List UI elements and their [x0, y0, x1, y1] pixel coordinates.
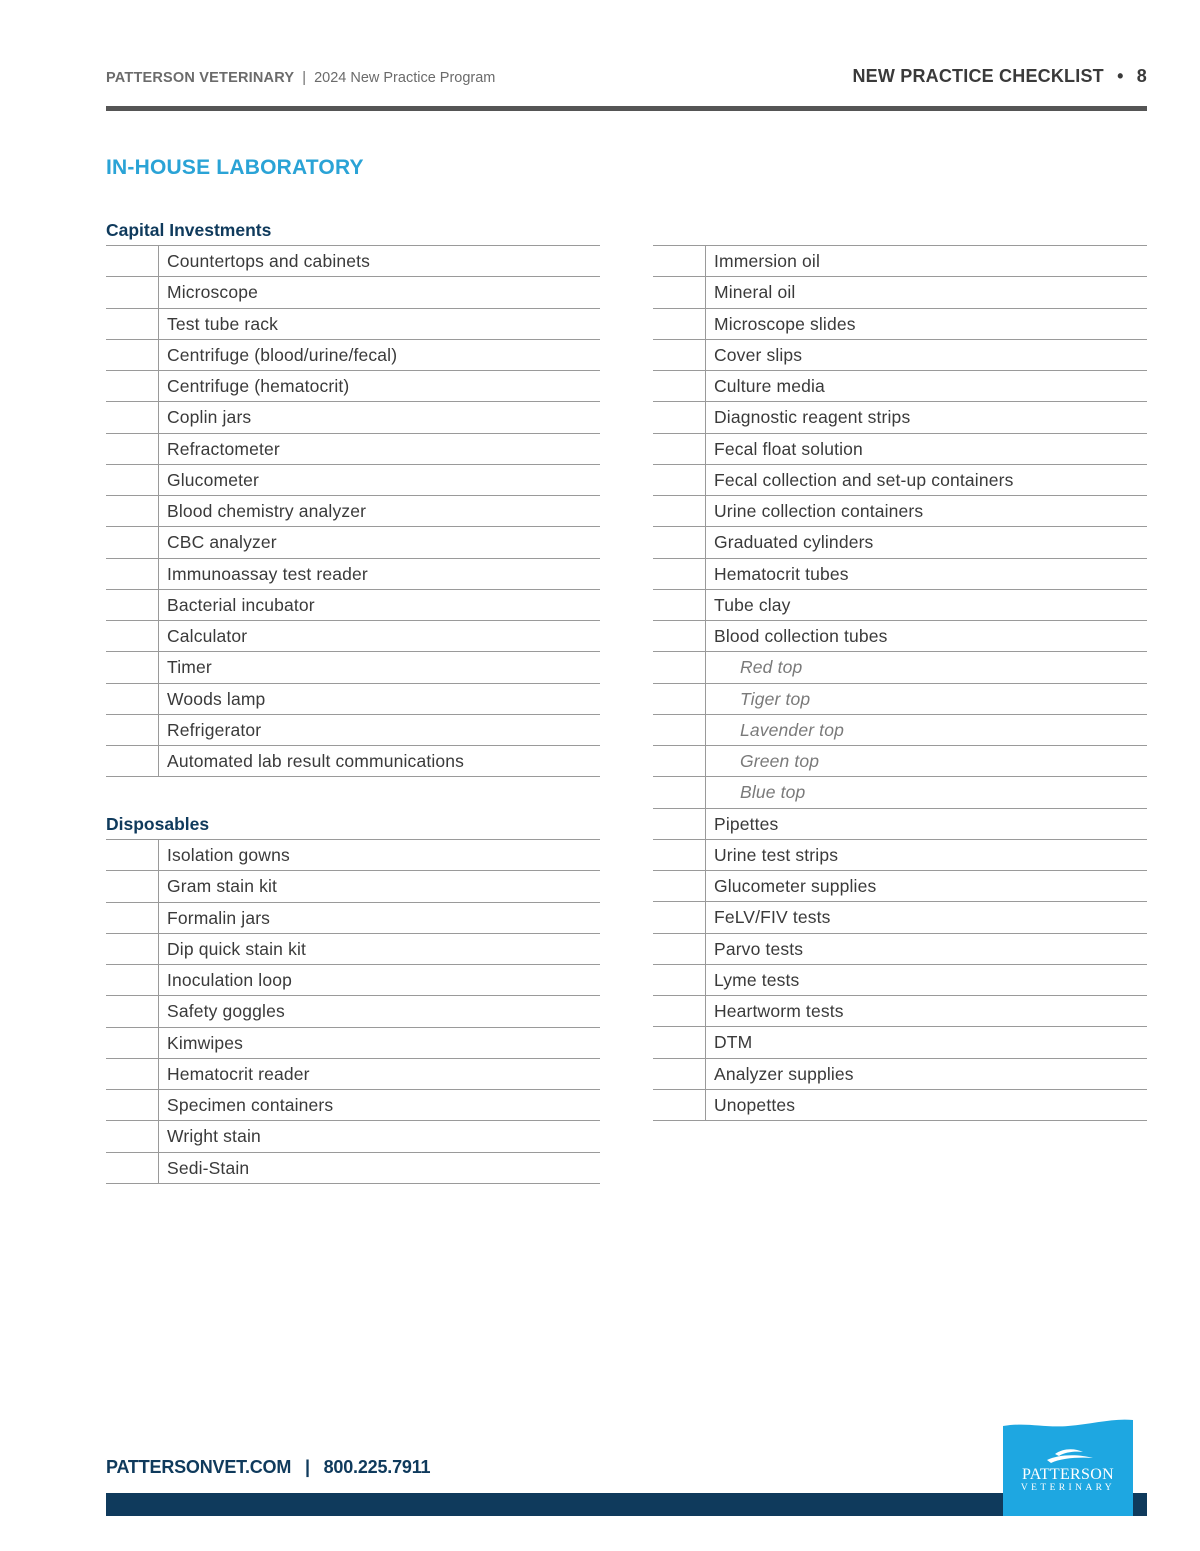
checklist-item-label: Centrifuge (hematocrit) [167, 376, 350, 396]
checklist-item-label: Safety goggles [167, 1001, 285, 1022]
checklist-row [653, 434, 1147, 465]
checkbox-cell[interactable] [653, 809, 706, 839]
checkbox-cell[interactable] [106, 621, 159, 651]
checkbox-cell[interactable] [106, 871, 159, 901]
checkbox-cell[interactable] [106, 371, 159, 401]
checkbox-cell[interactable] [653, 309, 706, 339]
checklist-row [653, 965, 1147, 996]
checkbox-cell[interactable] [653, 559, 706, 589]
checkbox-cell[interactable] [653, 1090, 706, 1120]
checkbox-cell[interactable] [653, 684, 706, 714]
checklist-row [106, 277, 600, 308]
checklist-row [106, 621, 600, 652]
checklist-row [106, 746, 600, 777]
checklist-item-label: Lyme tests [714, 969, 800, 990]
checkbox-cell[interactable] [653, 1027, 706, 1057]
checklist-row [106, 1121, 600, 1152]
footer-contact [106, 1457, 430, 1478]
header-program: 2024 New Practice Program [314, 70, 496, 86]
checkbox-cell[interactable] [106, 496, 159, 526]
checkbox-cell[interactable] [653, 246, 706, 276]
checklist-row [653, 1027, 1147, 1058]
checklist-row [653, 309, 1147, 340]
checklist-row [106, 309, 600, 340]
checkbox-cell[interactable] [106, 340, 159, 370]
checklist-item-label: Microscope slides [714, 313, 856, 334]
checklist-row [106, 840, 600, 871]
checklist-item-label: Culture media [714, 376, 825, 396]
checkbox-cell[interactable] [653, 527, 706, 557]
checklist-item-label: Lavender top [740, 719, 844, 740]
checklist-row [106, 715, 600, 746]
checklist-item-label: Analyzer supplies [714, 1063, 854, 1084]
checklist-row [106, 965, 600, 996]
checklist-row [106, 434, 600, 465]
checklist-item-label: Blood chemistry analyzer [167, 501, 367, 521]
checklist-item-label: Red top [740, 657, 803, 678]
checklist-item-label: DTM [714, 1032, 753, 1053]
checklist-row [106, 340, 600, 371]
checklist-row [106, 496, 600, 527]
checkbox-cell[interactable] [106, 434, 159, 464]
header-separator: | [302, 70, 307, 86]
checklist-item-label: Blue top [740, 782, 806, 803]
checklist-item-label: Immunoassay test reader [167, 563, 368, 584]
checklist-row [106, 996, 600, 1027]
checklist-item-label: Microscope [167, 282, 258, 303]
checklist-item-label: Graduated cylinders [714, 532, 874, 553]
checklist-row [653, 777, 1147, 808]
checkbox-cell[interactable] [106, 309, 159, 339]
checklist-row [653, 621, 1147, 652]
checkbox-cell[interactable] [106, 715, 159, 745]
checklist-row [653, 652, 1147, 683]
checklist-item-label: Urine test strips [714, 844, 839, 865]
checkbox-cell[interactable] [653, 996, 706, 1026]
checklist-item-label: Automated lab result communications [167, 751, 465, 771]
checklist-item-label: Green top [740, 751, 820, 771]
capital-investments-title: Capital Investments [106, 220, 272, 240]
checklist-row [653, 402, 1147, 433]
section-title: IN-HOUSE LABORATORY [106, 156, 364, 179]
checklist-row [653, 527, 1147, 558]
checkbox-cell[interactable] [106, 746, 159, 776]
checkbox-cell[interactable] [106, 527, 159, 557]
checklist-row [106, 1153, 600, 1184]
checklist-row [653, 340, 1147, 371]
checklist-item-label: Tiger top [740, 688, 811, 709]
checklist-row [653, 996, 1147, 1027]
checklist-item-label: Kimwipes [167, 1032, 244, 1053]
checklist-item-label: Immersion oil [714, 251, 821, 271]
checklist-row [106, 559, 600, 590]
checkbox-cell[interactable] [653, 746, 706, 776]
checklist-row [106, 871, 600, 902]
checkbox-cell[interactable] [106, 965, 159, 995]
logo-line1: PATTERSON [1022, 1466, 1114, 1483]
checkbox-cell[interactable] [653, 965, 706, 995]
footer-website[interactable]: PATTERSONVET.COM [106, 1457, 292, 1477]
checkbox-cell[interactable] [106, 903, 159, 933]
checkbox-cell[interactable] [106, 559, 159, 589]
checklist-row [653, 1090, 1147, 1121]
checklist-row [106, 465, 600, 496]
checklist-row [653, 746, 1147, 777]
checkbox-cell[interactable] [653, 840, 706, 870]
checkbox-cell[interactable] [653, 1059, 706, 1089]
checklist-item-label: Hematocrit tubes [714, 563, 849, 584]
checklist-row [653, 371, 1147, 402]
checklist-item-label: Heartworm tests [714, 1001, 844, 1021]
checkbox-cell[interactable] [106, 1059, 159, 1089]
checkbox-cell[interactable] [653, 934, 706, 964]
checkbox-cell[interactable] [106, 934, 159, 964]
checklist-item-label: Unopettes [714, 1094, 796, 1115]
checkbox-cell[interactable] [653, 590, 706, 620]
checklist-row [653, 902, 1147, 933]
checklist-row [106, 527, 600, 558]
page-number: 8 [1136, 66, 1147, 86]
checklist-row [653, 590, 1147, 621]
supplies-checklist [653, 245, 1147, 1121]
checkbox-cell[interactable] [653, 871, 706, 901]
checkbox-cell[interactable] [653, 465, 706, 495]
checklist-row [106, 1090, 600, 1121]
checklist-row [106, 1059, 600, 1090]
checklist-row [106, 590, 600, 621]
checklist-item-label: Fecal float solution [714, 438, 863, 459]
checkbox-cell[interactable] [106, 590, 159, 620]
checklist-item-label: Mineral oil [714, 282, 796, 303]
checklist-item-label: Inoculation loop [167, 970, 292, 990]
checklist-item-label: Centrifuge (blood/urine/fecal) [167, 344, 398, 365]
checklist-item-label: CBC analyzer [167, 532, 277, 553]
checklist-item-label: Isolation gowns [167, 845, 290, 865]
checklist-item-label: Wright stain [167, 1126, 261, 1147]
checklist-item-label: Parvo tests [714, 938, 804, 959]
disposables-title: Disposables [106, 814, 210, 834]
checklist-title: NEW PRACTICE CHECKLIST [852, 66, 1104, 86]
checkbox-cell[interactable] [653, 277, 706, 307]
checklist-item-label: Fecal collection and set-up containers [714, 469, 1014, 490]
checklist-item-label: Specimen containers [167, 1095, 334, 1115]
checkbox-cell[interactable] [653, 777, 706, 807]
checklist-item-label: Refrigerator [167, 719, 262, 740]
checkbox-cell[interactable] [106, 1121, 159, 1151]
checklist-row [653, 246, 1147, 277]
checkbox-cell[interactable] [653, 434, 706, 464]
checklist-row [653, 934, 1147, 965]
checklist-item-label: Dip quick stain kit [167, 938, 307, 959]
checklist-item-label: Glucometer [167, 469, 259, 490]
checklist-item-label: Calculator [167, 626, 248, 646]
checklist-row [106, 246, 600, 277]
checklist-row [106, 402, 600, 433]
checkbox-cell[interactable] [106, 402, 159, 432]
checklist-item-label: Formalin jars [167, 907, 271, 928]
checkbox-cell[interactable] [106, 465, 159, 495]
checklist-row [106, 652, 600, 683]
checkbox-cell[interactable] [653, 402, 706, 432]
checkbox-cell[interactable] [653, 371, 706, 401]
page-header [106, 64, 1147, 94]
checklist-row [106, 903, 600, 934]
checklist-item-label: FeLV/FIV tests [714, 907, 831, 928]
checkbox-cell[interactable] [106, 1028, 159, 1058]
checkbox-cell[interactable] [106, 1090, 159, 1120]
checklist-item-label: Hematocrit reader [167, 1063, 310, 1084]
checklist-row [653, 496, 1147, 527]
checkbox-cell[interactable] [653, 715, 706, 745]
checklist-row [653, 277, 1147, 308]
checkbox-cell[interactable] [106, 684, 159, 714]
checklist-row [653, 465, 1147, 496]
checklist-row [106, 934, 600, 965]
checkbox-cell[interactable] [653, 621, 706, 651]
header-program-info [106, 70, 495, 86]
header-rule [106, 106, 1147, 111]
checklist-item-label: Urine collection containers [714, 501, 924, 521]
checklist-item-label: Tube clay [714, 594, 791, 615]
checklist-row [653, 559, 1147, 590]
logo-wordmark [1003, 1466, 1133, 1493]
checklist-row [653, 809, 1147, 840]
checkbox-cell[interactable] [106, 277, 159, 307]
checklist-item-label: Blood collection tubes [714, 626, 888, 646]
checkbox-cell[interactable] [106, 246, 159, 276]
checklist-row [106, 684, 600, 715]
header-brand: PATTERSON VETERINARY [106, 70, 295, 86]
checklist-row [653, 840, 1147, 871]
header-checklist-info [852, 66, 1147, 87]
checkbox-cell[interactable] [106, 996, 159, 1026]
checklist-item-label: Test tube rack [167, 313, 279, 334]
disposables-checklist [106, 839, 600, 1184]
checklist-item-label: Glucometer supplies [714, 876, 877, 896]
logo-line2: VETERINARY [1020, 1483, 1116, 1493]
checklist-row [653, 715, 1147, 746]
checklist-item-label: Refractometer [167, 438, 280, 459]
checkbox-cell[interactable] [653, 902, 706, 932]
checklist-item-label: Timer [167, 657, 212, 678]
checklist-row [653, 871, 1147, 902]
checklist-item-label: Bacterial incubator [167, 594, 315, 615]
checkbox-cell[interactable] [106, 840, 159, 870]
checklist-item-label: Diagnostic reagent strips [714, 407, 911, 428]
checkbox-cell[interactable] [653, 496, 706, 526]
checklist-row [106, 371, 600, 402]
checklist-item-label: Cover slips [714, 344, 803, 365]
capital-investments-checklist [106, 245, 600, 777]
checkbox-cell[interactable] [106, 652, 159, 682]
header-bullet: • [1117, 66, 1124, 86]
checklist-item-label: Pipettes [714, 813, 779, 834]
checklist-item-label: Coplin jars [167, 407, 252, 428]
checkbox-cell[interactable] [106, 1153, 159, 1183]
footer-separator: | [304, 1457, 310, 1477]
checklist-item-label: Woods lamp [167, 688, 266, 709]
checklist-item-label: Gram stain kit [167, 876, 278, 897]
checklist-row [653, 1059, 1147, 1090]
checkbox-cell[interactable] [653, 340, 706, 370]
checklist-item-label: Sedi-Stain [167, 1157, 250, 1178]
footer-phone[interactable]: 800.225.7911 [323, 1457, 431, 1477]
checklist-row [653, 684, 1147, 715]
checklist-row [106, 1028, 600, 1059]
checkbox-cell[interactable] [653, 652, 706, 682]
checklist-item-label: Countertops and cabinets [167, 251, 371, 271]
footer-bar [106, 1493, 1147, 1516]
